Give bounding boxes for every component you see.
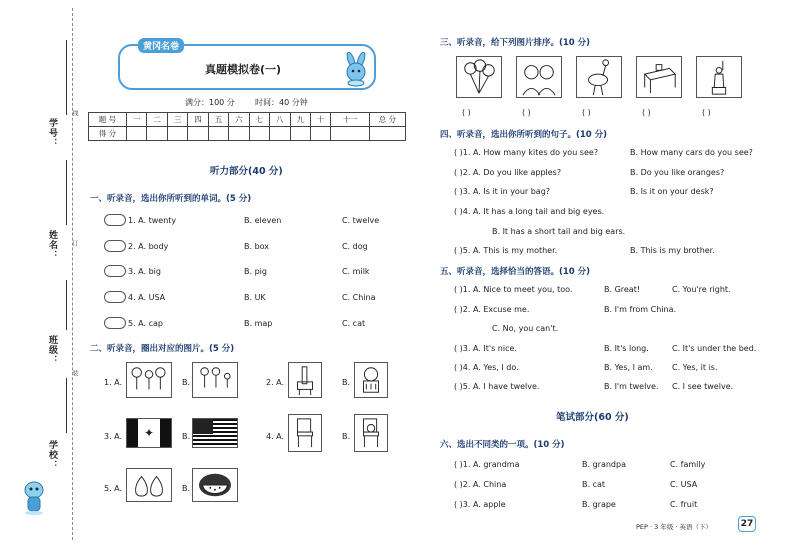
score-input[interactable] bbox=[310, 127, 330, 141]
answer-cloud[interactable] bbox=[104, 214, 126, 226]
s5-q5-b: B. I'm twelve. bbox=[604, 382, 659, 391]
s5-q1-c: C. You're right. bbox=[672, 285, 731, 294]
s4-q5-b: B. This is my brother. bbox=[630, 246, 715, 255]
canada-flag-image[interactable] bbox=[126, 418, 172, 448]
family-drawing-image-2[interactable] bbox=[192, 362, 238, 398]
s1-q3-b: B. pig bbox=[244, 267, 267, 276]
score-cell: 十 bbox=[310, 113, 330, 127]
s6-q3-b: B. grape bbox=[582, 500, 616, 509]
usa-flag-canton bbox=[193, 419, 213, 434]
s5-q2-a[interactable]: ( )2. A. Excuse me. bbox=[454, 305, 530, 314]
score-cell: 八 bbox=[270, 113, 290, 127]
score-cell-total: 总 分 bbox=[370, 113, 406, 127]
score-cell: 九 bbox=[290, 113, 310, 127]
s5-q5-a[interactable]: ( )5. A. I have twelve. bbox=[454, 382, 540, 391]
binding-label-zhuang: 装 bbox=[71, 370, 78, 376]
s4-q3-a[interactable]: ( )3. A. Is it in your bag? bbox=[454, 187, 551, 196]
score-table-header-row bbox=[89, 113, 406, 127]
watermelon-image[interactable] bbox=[192, 468, 238, 502]
score-input[interactable] bbox=[270, 127, 290, 141]
s5-q3-a[interactable]: ( )3. A. It's nice. bbox=[454, 344, 517, 353]
score-cell: 六 bbox=[229, 113, 249, 127]
s4-q3-b: B. Is it on your desk? bbox=[630, 187, 714, 196]
answer-cloud[interactable] bbox=[104, 291, 126, 303]
section5-title: 五、听录音，选择恰当的答语。(10 分) bbox=[440, 267, 591, 277]
s4-q4-a[interactable]: ( )4. A. It has a long tail and big eyes. bbox=[454, 207, 605, 216]
page-number: 27 bbox=[740, 519, 754, 529]
s6-q1-a[interactable]: ( )1. A. grandma bbox=[454, 460, 520, 469]
s1-q5-c: C. cat bbox=[342, 319, 366, 328]
s6-q1-b: B. grandpa bbox=[582, 460, 626, 469]
score-cell: 三 bbox=[167, 113, 187, 127]
score-cell: 十一 bbox=[331, 113, 370, 127]
name-line[interactable] bbox=[66, 160, 67, 225]
score-input[interactable] bbox=[188, 127, 208, 141]
mascot-icon bbox=[20, 478, 48, 516]
score-input[interactable] bbox=[127, 127, 147, 141]
answer-cloud[interactable] bbox=[104, 265, 126, 277]
footer-text: PEP · 3 年级 · 英语（下） bbox=[636, 523, 713, 531]
student-id-line[interactable] bbox=[66, 40, 67, 115]
s3-answer-2[interactable]: ( ) bbox=[522, 108, 531, 117]
s5-q4-a[interactable]: ( )4. A. Yes, I do. bbox=[454, 363, 519, 372]
full-score: 满分：100 分 bbox=[185, 98, 235, 107]
chair-image[interactable] bbox=[288, 414, 322, 452]
s2-q5-a-label: 5. A. bbox=[104, 484, 123, 493]
s1-q3-c: C. milk bbox=[342, 267, 370, 276]
score-cell: 七 bbox=[249, 113, 269, 127]
section2-title: 二、听录音，圈出对应的图片。(5 分) bbox=[90, 344, 235, 354]
s1-q5-b: B. map bbox=[244, 319, 273, 328]
s5-q4-c: C. Yes, it is. bbox=[672, 363, 718, 372]
s2-q5-b-label: B. bbox=[182, 484, 191, 493]
s1-q2-c: C. dog bbox=[342, 242, 368, 251]
tiger-image[interactable] bbox=[354, 362, 388, 398]
score-input[interactable] bbox=[249, 127, 269, 141]
s4-q2-b: B. Do you like oranges? bbox=[630, 168, 725, 177]
s6-q1-c: C. family bbox=[670, 460, 706, 469]
score-cell: 四 bbox=[188, 113, 208, 127]
s1-q4-c: C. China bbox=[342, 293, 376, 302]
score-input[interactable] bbox=[147, 127, 167, 141]
s1-q4-a: 4. A. USA bbox=[128, 293, 166, 302]
binding-line bbox=[72, 8, 73, 540]
school-line[interactable] bbox=[66, 378, 67, 433]
exam-time: 时间：40 分钟 bbox=[255, 98, 308, 107]
s1-q5-a: 5. A. cap bbox=[128, 319, 163, 328]
s3-answer-1[interactable]: ( ) bbox=[462, 108, 471, 117]
s5-q5-c: C. I see twelve. bbox=[672, 382, 734, 391]
desk-image[interactable] bbox=[636, 56, 682, 98]
binding-label-xian: 线 bbox=[71, 110, 78, 116]
s2-q1-a-label: 1. A. bbox=[104, 378, 123, 387]
writing-heading: 笔试部分(60 分) bbox=[556, 412, 629, 423]
s2-q4-a-label: 4. A. bbox=[266, 432, 285, 441]
s6-q3-a[interactable]: ( )3. A. apple bbox=[454, 500, 506, 509]
listening-heading: 听力部分(40 分) bbox=[210, 166, 283, 177]
score-cell-label: 题 号 bbox=[89, 113, 127, 127]
school-label: 学校： bbox=[47, 440, 57, 470]
balloons-image[interactable] bbox=[456, 56, 502, 98]
maple-leaf-icon: ✦ bbox=[143, 426, 155, 440]
usa-flag-image[interactable] bbox=[192, 418, 238, 448]
pears-image[interactable] bbox=[126, 468, 172, 502]
rabbit-icon bbox=[338, 52, 374, 88]
s6-q2-b: B. cat bbox=[582, 480, 606, 489]
s1-q3-a: 3. A. big bbox=[128, 267, 161, 276]
section6-title: 六、选出不同类的一项。(10 分) bbox=[440, 440, 565, 450]
family-drawing-image[interactable] bbox=[126, 362, 172, 398]
student-id-label: 学号： bbox=[47, 118, 57, 148]
statue-of-liberty-image[interactable] bbox=[696, 56, 742, 98]
s6-q2-c: C. USA bbox=[670, 480, 698, 489]
s5-q1-b: B. Great! bbox=[604, 285, 641, 294]
score-cell: 一 bbox=[127, 113, 147, 127]
giraffe-image[interactable] bbox=[288, 362, 322, 398]
score-table-score-row bbox=[89, 127, 406, 141]
score-table bbox=[88, 112, 406, 141]
s1-q1-a: 1. A. twenty bbox=[128, 216, 177, 225]
score-input[interactable] bbox=[331, 127, 370, 141]
page-number-badge bbox=[738, 516, 756, 532]
s5-q3-b: B. It's long. bbox=[604, 344, 649, 353]
s2-q2-a-label: 2. A. bbox=[266, 378, 285, 387]
score-cell: 二 bbox=[147, 113, 167, 127]
s1-q2-b: B. box bbox=[244, 242, 270, 251]
page-title: 真题模拟卷(一) bbox=[205, 63, 282, 76]
s6-q3-c: C. fruit bbox=[670, 500, 698, 509]
section4-title: 四、听录音，选出你所听到的句子。(10 分) bbox=[440, 130, 608, 140]
s6-q2-a[interactable]: ( )2. A. China bbox=[454, 480, 507, 489]
s1-q1-c: C. twelve bbox=[342, 216, 380, 225]
s2-q4-b-label: B. bbox=[342, 432, 351, 441]
s4-q4-b: B. It has a short tail and big ears. bbox=[492, 227, 626, 236]
answer-cloud[interactable] bbox=[104, 240, 126, 252]
s4-q2-a[interactable]: ( )2. A. Do you like apples? bbox=[454, 168, 562, 177]
s1-q4-b: B. UK bbox=[244, 293, 266, 302]
s3-answer-3[interactable]: ( ) bbox=[582, 108, 591, 117]
ostrich-image[interactable] bbox=[576, 56, 622, 98]
name-label: 姓名： bbox=[47, 230, 57, 260]
s4-q1-b: B. How many cars do you see? bbox=[630, 148, 753, 157]
score-input[interactable] bbox=[208, 127, 228, 141]
s2-q3-a-label: 3. A. bbox=[104, 432, 123, 441]
binding-label-ding: 订 bbox=[71, 240, 78, 246]
two-children-image[interactable] bbox=[516, 56, 562, 98]
s5-q2-c: C. No, you can't. bbox=[492, 324, 559, 333]
score-cell: 五 bbox=[208, 113, 228, 127]
s5-q1-a[interactable]: ( )1. A. Nice to meet you, too. bbox=[454, 285, 573, 294]
s5-q3-c: C. It's under the bed. bbox=[672, 344, 757, 353]
s1-q2-a: 2. A. body bbox=[128, 242, 169, 251]
s4-q1-a[interactable]: ( )1. A. How many kites do you see? bbox=[454, 148, 599, 157]
s1-q1-b: B. eleven bbox=[244, 216, 282, 225]
score-input[interactable] bbox=[229, 127, 249, 141]
s5-q4-b: B. Yes, I am. bbox=[604, 363, 653, 372]
s2-q3-b-label: B. bbox=[182, 432, 191, 441]
answer-cloud[interactable] bbox=[104, 317, 126, 329]
section3-title: 三、听录音，给下列图片排序。(10 分) bbox=[440, 38, 591, 48]
s5-q2-b: B. I'm from China. bbox=[604, 305, 677, 314]
score-row-label: 得 分 bbox=[89, 127, 127, 141]
class-label: 班级： bbox=[47, 335, 57, 365]
s2-q2-b-label: B. bbox=[342, 378, 351, 387]
s2-q1-b-label: B. bbox=[182, 378, 191, 387]
chair-with-ball-image[interactable] bbox=[354, 414, 388, 452]
s3-answer-5[interactable]: ( ) bbox=[702, 108, 711, 117]
class-line[interactable] bbox=[66, 280, 67, 330]
score-input[interactable] bbox=[370, 127, 406, 141]
score-input[interactable] bbox=[290, 127, 310, 141]
score-input[interactable] bbox=[167, 127, 187, 141]
s4-q5-a[interactable]: ( )5. A. This is my mother. bbox=[454, 246, 558, 255]
brand-badge: 黄冈名卷 bbox=[138, 38, 184, 53]
s3-answer-4[interactable]: ( ) bbox=[642, 108, 651, 117]
section1-title: 一、听录音，选出你所听到的单词。(5 分) bbox=[90, 194, 252, 204]
